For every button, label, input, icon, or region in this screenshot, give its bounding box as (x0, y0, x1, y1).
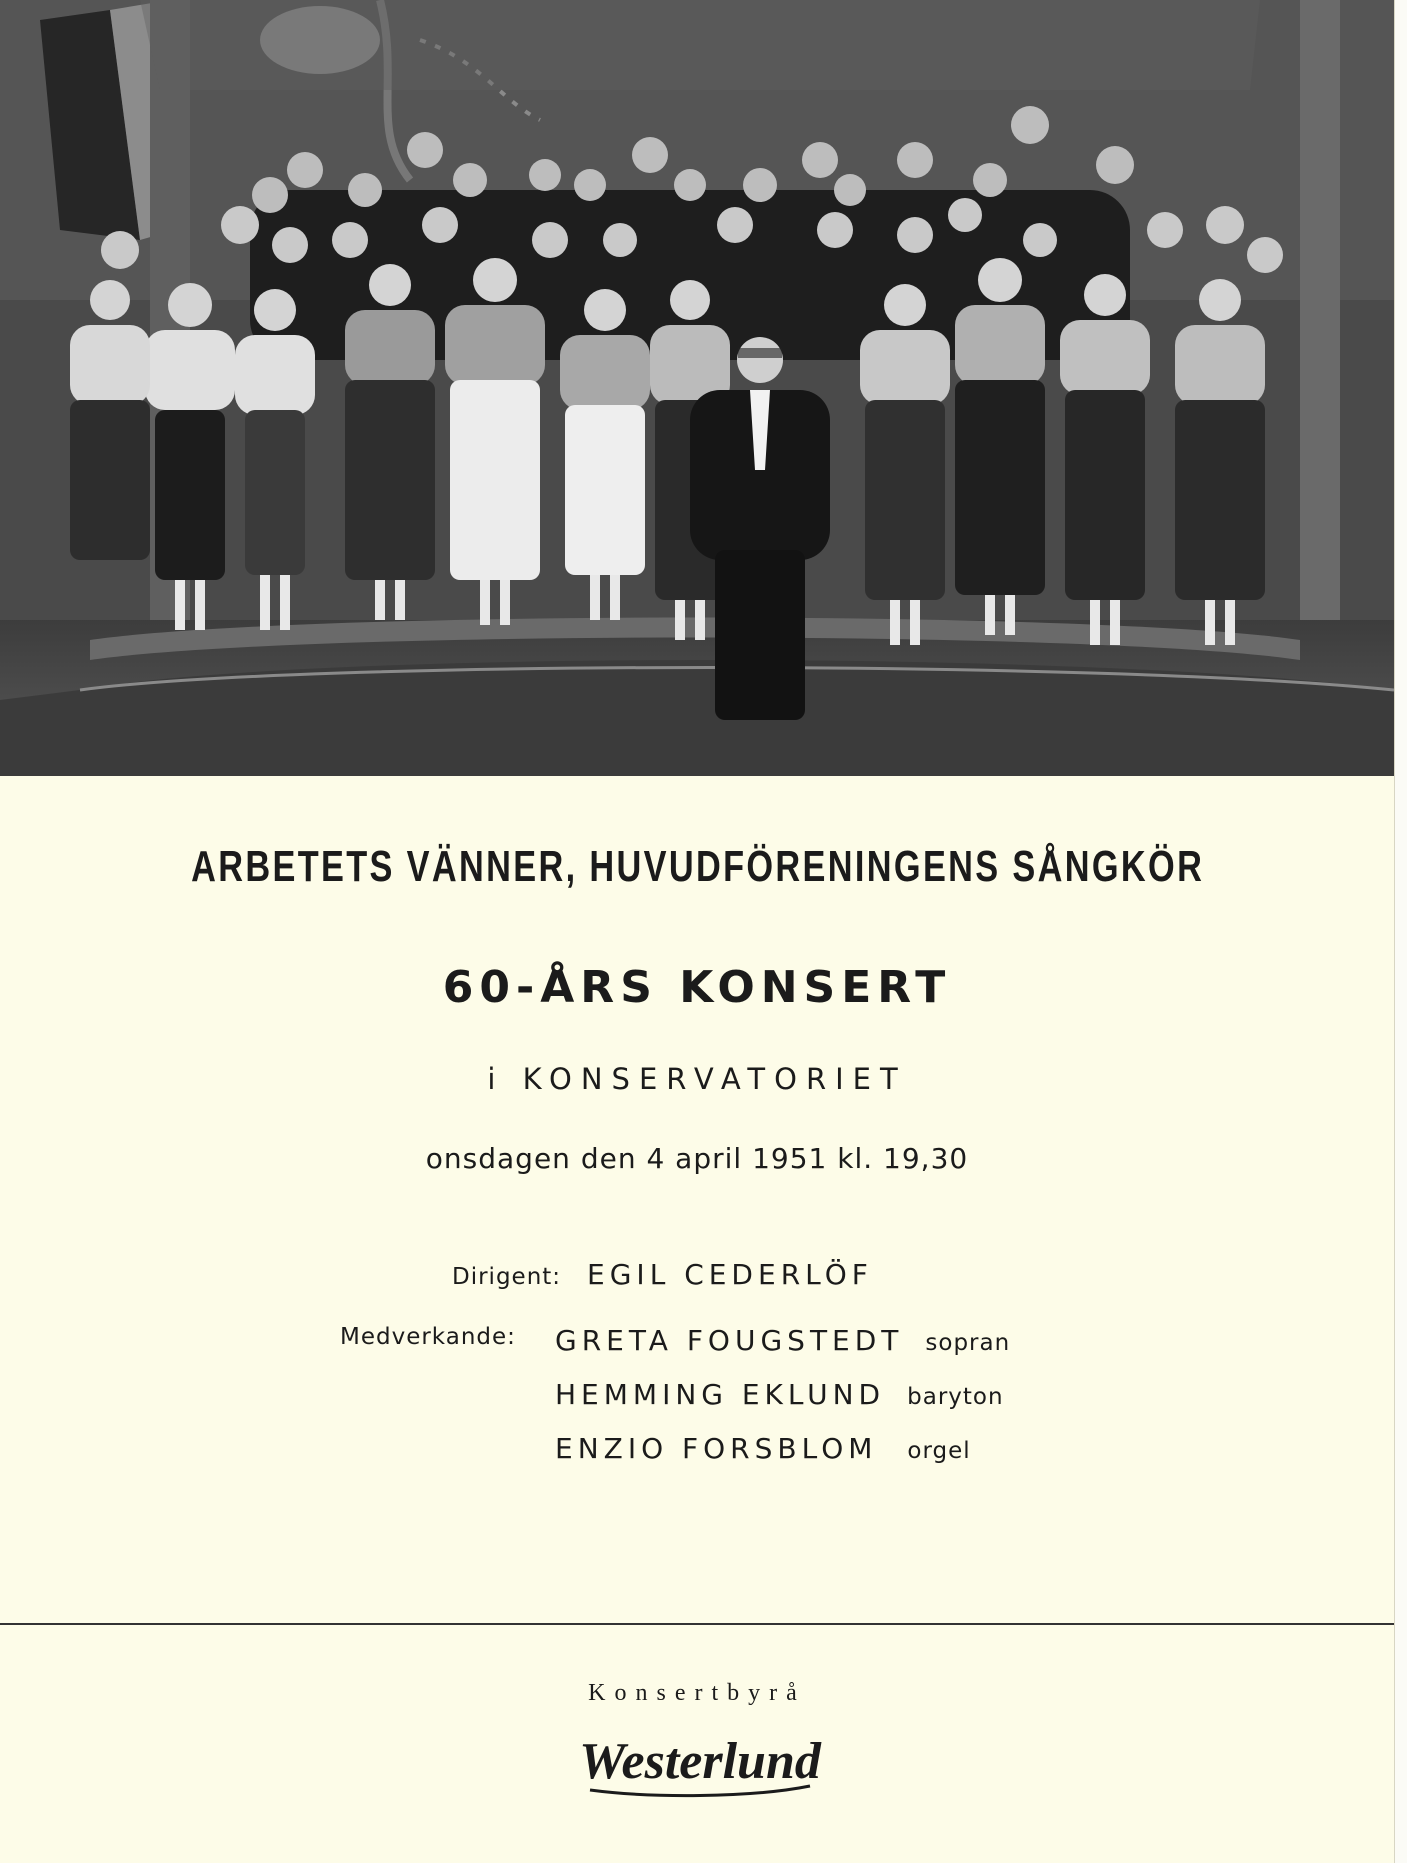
performer-item (555, 1378, 1004, 1411)
conductor-name: EGIL CEDERLÖF (587, 1258, 873, 1291)
concert-date: onsdagen den 4 april 1951 kl. 19,30 (425, 1142, 969, 1175)
divider-line (0, 1623, 1394, 1625)
concert-title: 60-ÅRS KONSERT (442, 962, 952, 1013)
concert-venue: i KONSERVATORIET (487, 1062, 907, 1096)
performers-label: Medverkande: (340, 1324, 516, 1350)
conductor-label: Dirigent: (452, 1264, 562, 1290)
performer-item (555, 1324, 1010, 1357)
logo-wordmark: Westerlund (579, 1733, 821, 1790)
westerlund-logo (570, 1720, 830, 1810)
choir-photo-illustration (0, 0, 1394, 776)
performer-voice: baryton (907, 1384, 1004, 1410)
agency-label: Konsertbyrå (588, 1680, 806, 1706)
performer-voice: sopran (925, 1330, 1011, 1356)
performers-row (340, 1324, 516, 1350)
performer-name: GRETA FOUGSTEDT (555, 1324, 904, 1357)
choir-photograph (0, 0, 1394, 776)
organization-title: ARBETETS VÄNNER, HUVUDFÖRENINGENS SÅNGKÖR (191, 842, 1205, 891)
conductor-row (452, 1258, 873, 1291)
performer-item (555, 1432, 971, 1465)
performer-name: HEMMING EKLUND (555, 1378, 886, 1411)
performer-name: ENZIO FORSBLOM (555, 1432, 878, 1465)
performer-voice: orgel (907, 1438, 971, 1464)
